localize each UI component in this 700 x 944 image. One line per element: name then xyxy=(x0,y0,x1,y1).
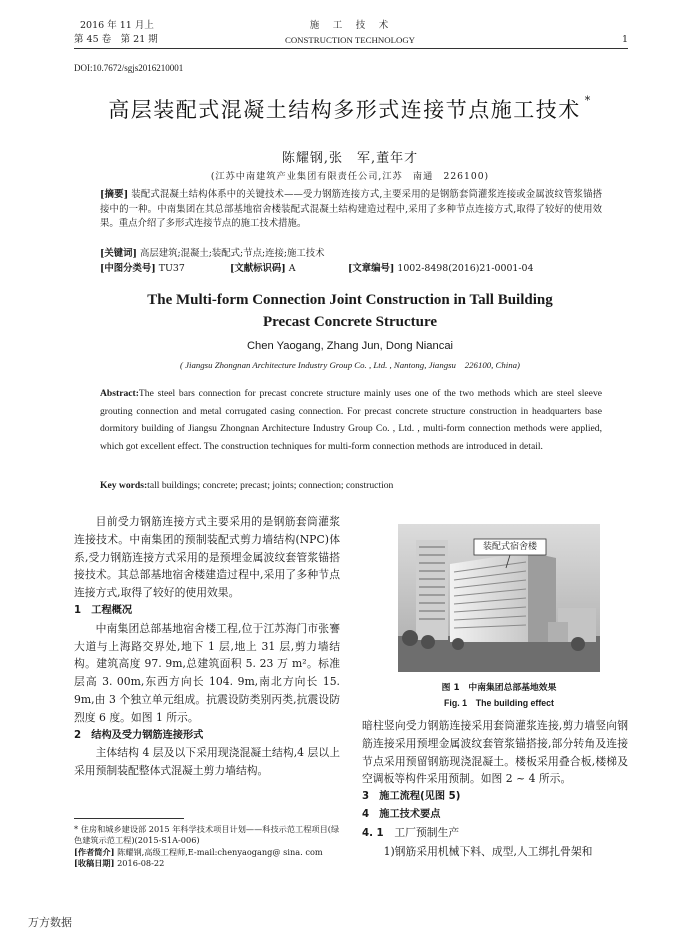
figure-callout-label: 装配式宿舍楼 xyxy=(482,542,537,552)
clc-code: TU37 xyxy=(155,263,185,274)
keywords-cn-text: 高层建筑;混凝土;装配式;节点;连接;施工技术 xyxy=(137,248,325,259)
issue-date: 2016 年 11 月上 xyxy=(80,20,154,31)
figure-1-image xyxy=(398,524,600,672)
abstract-cn-label: [摘要] xyxy=(100,189,129,200)
section-4-1-title: 工厂预制生产 xyxy=(383,825,460,839)
watermark: 万方数据 xyxy=(28,916,72,929)
intro-paragraph: 目前受力钢筋连接方式主要采用的是钢筋套筒灌浆连接技术。中南集团的预制装配式剪力墙结构(NPC)体系,受力钢筋连接方式采用的是预埋金属波纹套管浆锚搭接技术。其总部基地宿舍楼建造过程中,采用了多种节点连接方式,取得了较好的使用效果。 xyxy=(74,515,340,600)
figure-1-caption-en: Fig. 1 The building effect xyxy=(444,698,554,708)
authors-en: Chen Yaogang, Zhang Jun, Dong Niancai xyxy=(246,340,454,352)
section-4-heading: 4 施工技术要点 xyxy=(362,808,441,820)
footnote-rule xyxy=(74,818,184,819)
section-4-1-heading xyxy=(362,824,628,843)
abstract-en-label: Abstract: xyxy=(100,388,139,399)
abstract-cn xyxy=(100,188,602,232)
section-1-heading: 1 工程概况 xyxy=(74,604,133,616)
article-number: 1002-8498(2016)21-0001-04 xyxy=(394,263,534,274)
right-paragraph-1: 暗柱竖向受力钢筋连接采用套筒灌浆连接,剪力墙竖向钢筋连接采用预埋金属波纹套管浆锚搭接,部分转角及连接节点采用预留钢筋现浇混凝土。楼板采用叠合板,楼梯及空调板等构件采用预制。如图 2 ~ 4 所示。 xyxy=(362,719,628,786)
figure-1-caption-cn: 图 1 中南集团总部基地效果 xyxy=(441,683,557,693)
section-3-heading: 3 施工流程(见图 5) xyxy=(362,791,461,803)
page-number: 1 xyxy=(621,34,628,45)
author-note xyxy=(74,847,342,858)
abstract-cn-text: 装配式混凝土结构体系中的关键技术——受力钢筋连接方式,主要采用的是钢筋套筒灌浆连接或金属波纹管浆锚搭接中的一种。中南集团在其总部基地宿舍楼装配式混凝土结构建造过程中,采用了多种节点连接方式,取得了较好的使用效果。重点介绍了多形式连接节点的施工技术措施。 xyxy=(100,189,603,229)
article-number-field xyxy=(348,263,533,274)
left-column xyxy=(74,513,340,780)
doi: DOI:10.7672/sgjs2016210001 xyxy=(74,63,184,73)
section-4-1-number: 4. 1 xyxy=(362,827,384,839)
author-note-label: [作者简介] xyxy=(74,846,115,857)
title-en-line2: Precast Concrete Structure xyxy=(262,314,438,330)
clc-field xyxy=(100,262,230,277)
section-2-paragraph: 主体结构 4 层及以下采用现浇混凝土结构,4 层以上采用预制装配整体式混凝土剪力墙结构。 xyxy=(74,746,340,778)
keywords-en-text: tall buildings; concrete; precast; joints; connection; construction xyxy=(147,480,394,491)
keywords-cn-label: [关键词] xyxy=(100,248,137,259)
authors-cn: 陈耀钢,张 军,董年才 xyxy=(281,151,419,166)
doc-code-field xyxy=(230,262,348,277)
keywords-en xyxy=(100,477,602,495)
keywords-en-label: Key words: xyxy=(100,480,148,491)
paper-title-cn xyxy=(0,94,700,124)
keywords-cn xyxy=(100,247,602,262)
volume-issue: 第 45 卷 第 21 期 xyxy=(74,34,158,45)
section-2-heading: 2 结构及受力钢筋连接形式 xyxy=(74,729,204,741)
doc-code: A xyxy=(285,263,296,274)
classification-line xyxy=(100,262,602,277)
clc-label: [中图分类号] xyxy=(100,263,156,274)
footnotes xyxy=(74,824,342,869)
right-paragraph-2: 1)钢筋采用机械下料、成型,人工绑扎骨架和 xyxy=(383,844,593,858)
header-rule xyxy=(74,48,628,49)
title-en-line1: The Multi-form Connection Joint Construction in Tall Building xyxy=(147,292,553,308)
affiliation-cn: (江苏中南建筑产业集团有限责任公司,江苏 南通 226100) xyxy=(210,171,490,182)
title-footnote-mark: * xyxy=(584,94,592,107)
doc-code-label: [文献标识码] xyxy=(230,263,286,274)
journal-name-cn: 施 工 技 术 xyxy=(309,20,391,31)
journal-name-en: CONSTRUCTION TECHNOLOGY xyxy=(284,35,416,45)
fund-note: * 住房和城乡建设部 2015 年科学技术项目计划——科技示范工程项目(绿色建筑示范工程)(2015-S1A-006) xyxy=(74,824,340,846)
received-date-text: 2016-08-22 xyxy=(114,857,165,868)
section-1-paragraph: 中南集团总部基地宿舍楼工程,位于江苏海门市张謇大道与上海路交界处,地下 1 层,地上 31 层,剪力墙结构。建筑高度 97. 9m,总建筑面积 5. 23 万 m²。标准层高 3. 00m,东西方向长 104. 9m,南北方向长 15. 9m,由 3 个独立单元组成。抗震设防类别丙类,抗震设防烈度 6 度。如图 1 所示。 xyxy=(74,621,340,724)
title-text-cn: 高层装配式混凝土结构多形式连接节点施工技术 xyxy=(108,98,581,122)
abstract-en-text: The steel bars connection for precast concrete structure mainly uses one of the two methods which are steel sleeve grouting connection and metal corrugated casing connection. For precast concrete structure construction in headquarters base dormitory building of Jiangsu Zhongnan Architecture Industry Group Co. , Ltd. , multi-form connection methods were applied, which got excellent effect. The construction techniques for multi-form connection methods are introduced in detail. xyxy=(100,388,602,452)
affiliation-en: ( Jiangsu Zhongnan Architecture Industry Group Co. , Ltd. , Nantong, Jiangsu 226100, China) xyxy=(180,360,520,370)
author-note-text: 陈耀钢,高级工程师,E-mail:chenyaogang@ sina. com xyxy=(114,846,323,857)
paper-title-en xyxy=(0,289,700,333)
abstract-en xyxy=(100,385,602,455)
right-column xyxy=(362,717,628,860)
article-number-label: [文章编号] xyxy=(348,263,395,274)
received-date xyxy=(74,858,342,869)
received-date-label: [收稿日期] xyxy=(74,857,115,868)
